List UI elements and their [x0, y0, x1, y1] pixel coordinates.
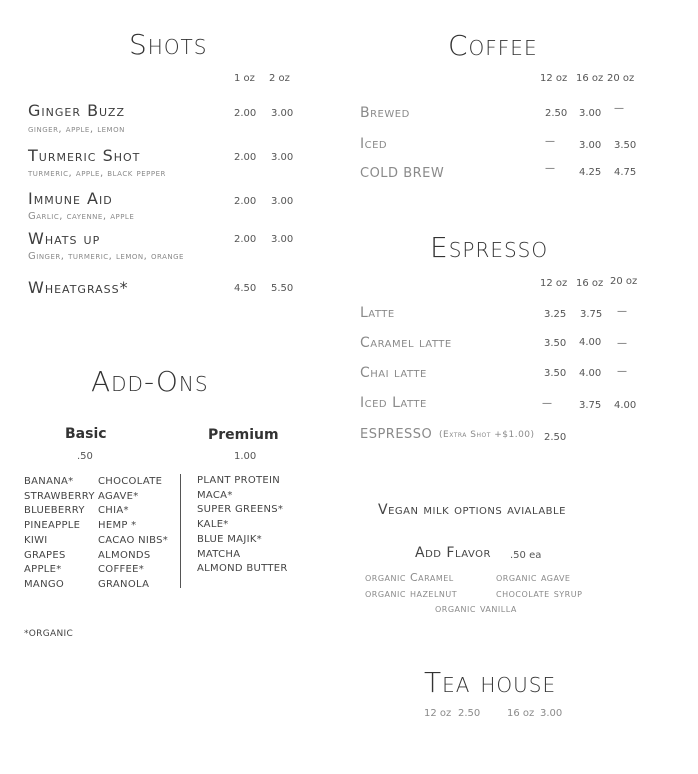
- list-item: PLANT PROTEIN: [197, 475, 281, 486]
- coffee-price-20: —: [614, 103, 624, 114]
- list-item: ALMONDS: [98, 549, 151, 561]
- espresso-price-20: —: [617, 366, 627, 377]
- shot-price-2oz: 3.00: [271, 196, 294, 207]
- espresso-title: Espresso: [430, 231, 549, 264]
- flavor-item: organic agave: [496, 571, 571, 584]
- shot-name: Immune Aid: [28, 189, 113, 208]
- list-item: SUPER GREENS*: [197, 504, 284, 516]
- tea-size-12: 12 oz: [424, 708, 452, 719]
- espresso-size-12oz: 12 oz: [540, 278, 568, 289]
- tea-title: Tea house: [424, 666, 557, 699]
- list-item: KIWI: [24, 534, 48, 546]
- espresso-price-20: —: [617, 306, 627, 317]
- premium-list: [197, 474, 288, 577]
- shot-name: Ginger Buzz: [28, 101, 125, 120]
- list-item: MATCHA: [197, 548, 241, 560]
- coffee-price-16: 4.25: [579, 167, 602, 178]
- list-item: CACAO NIBS*: [98, 534, 169, 546]
- shot-desc: ginger, apple, lemon: [28, 124, 125, 135]
- basic-label: Basic: [65, 426, 107, 442]
- list-item: ALMOND BUTTER: [197, 563, 288, 575]
- espresso-price-16: 4.00: [579, 368, 602, 379]
- shot-price-1oz: 2.00: [234, 152, 257, 163]
- list-item: CHOCOLATE: [98, 476, 163, 487]
- espresso-price-16: 3.75: [579, 400, 602, 411]
- coffee-price-12: 2.50: [545, 108, 568, 119]
- espresso-price-12: 3.50: [544, 368, 567, 379]
- shots-size-1oz: 1 oz: [234, 73, 255, 84]
- flavor-price: .50 ea: [510, 550, 542, 561]
- flavor-item: organic vanilla: [435, 602, 517, 615]
- basic-list-2: [98, 475, 168, 593]
- espresso-name: Caramel latte: [360, 335, 452, 351]
- coffee-price-12: —: [545, 136, 555, 147]
- list-item: BANANA*: [24, 476, 74, 487]
- coffee-name: COLD BREW: [360, 166, 445, 181]
- espresso-price-20: —: [617, 338, 627, 349]
- list-item: BLUE MAJIK*: [197, 533, 262, 545]
- list-item: GRAPES: [24, 549, 66, 561]
- flavor-item: chocolate syrup: [496, 587, 583, 600]
- list-item: APPLE*: [24, 564, 62, 576]
- espresso-size-20oz: 20 oz: [610, 276, 638, 287]
- list-item: CHIA*: [98, 505, 129, 517]
- premium-price: 1.00: [234, 451, 257, 462]
- shot-price-2oz: 3.00: [271, 234, 294, 245]
- shot-desc: Garlic, cayenne, apple: [28, 211, 135, 222]
- coffee-title: Coffee: [448, 29, 538, 62]
- list-item: KALE*: [197, 519, 229, 531]
- flavor-item: organic hazelnut: [365, 587, 458, 600]
- espresso-price-16: 3.75: [580, 309, 603, 320]
- basic-price: .50: [77, 451, 93, 462]
- list-item: AGAVE*: [98, 490, 139, 502]
- shot-price-1oz: 2.00: [234, 196, 257, 207]
- espresso-name: ESPRESSO: [360, 427, 433, 442]
- coffee-size-12oz: 12 oz: [540, 73, 568, 84]
- coffee-price-16: 3.00: [579, 108, 602, 119]
- flavor-item: organic Caramel: [365, 571, 454, 584]
- espresso-price-16: 4.00: [579, 337, 602, 348]
- tea-price-12: 2.50: [458, 708, 481, 719]
- vegan-note: Vegan milk options avialable: [378, 502, 566, 518]
- shot-name: Whats up: [28, 229, 101, 248]
- coffee-price-16: 3.00: [579, 140, 602, 151]
- espresso-price-12: 3.25: [544, 309, 567, 320]
- coffee-price-12: —: [545, 163, 555, 174]
- shot-price-1oz: 2.00: [234, 108, 257, 119]
- shots-title: Shots: [129, 28, 208, 61]
- list-item: GRANOLA: [98, 578, 150, 590]
- shot-price-1oz: 2.00: [234, 234, 257, 245]
- espresso-extra-note: (Extra Shot +$1.00): [439, 430, 535, 440]
- addons-title: Add-Ons: [91, 365, 209, 398]
- addons-divider: [180, 474, 181, 588]
- shot-price-1oz: 4.50: [234, 283, 257, 294]
- tea-size-16: 16 oz: [507, 708, 535, 719]
- espresso-name: Iced Latte: [360, 395, 427, 411]
- espresso-price-12: 3.50: [544, 338, 567, 349]
- espresso-price-12: —: [542, 398, 552, 409]
- list-item: MANGO: [24, 578, 65, 590]
- shot-price-2oz: 5.50: [271, 283, 294, 294]
- shot-name: Wheatgrass*: [28, 278, 129, 297]
- espresso-name: Chai latte: [360, 365, 427, 381]
- premium-label: Premium: [208, 427, 279, 443]
- coffee-name: Brewed: [360, 105, 410, 121]
- tea-price-16: 3.00: [540, 708, 563, 719]
- list-item: COFFEE*: [98, 564, 145, 576]
- espresso-size-16oz: 16 oz: [576, 278, 604, 289]
- list-item: MACA*: [197, 489, 233, 501]
- list-item: PINEAPPLE: [24, 520, 81, 532]
- coffee-price-20: 3.50: [614, 140, 637, 151]
- list-item: HEMP *: [98, 520, 137, 532]
- coffee-size-20oz: 20 oz: [607, 73, 635, 84]
- shots-size-2oz: 2 oz: [269, 73, 290, 84]
- espresso-price-20: 4.00: [614, 400, 637, 411]
- organic-note: *ORGANIC: [24, 629, 74, 639]
- shot-price-2oz: 3.00: [271, 152, 294, 163]
- flavor-title: Add Flavor: [415, 545, 491, 561]
- shot-price-2oz: 3.00: [271, 108, 294, 119]
- coffee-name: Iced: [360, 136, 388, 152]
- espresso-name: Latte: [360, 305, 395, 321]
- coffee-size-16oz: 16 oz: [576, 73, 604, 84]
- coffee-price-20: 4.75: [614, 167, 637, 178]
- shot-name: Turmeric Shot: [28, 146, 141, 165]
- shot-desc: Ginger, turmeric, lemon, orange: [28, 251, 184, 262]
- list-item: BLUEBERRY: [24, 505, 85, 517]
- list-item: STRAWBERRY: [24, 490, 95, 502]
- basic-list-1: [24, 475, 95, 593]
- espresso-price-12: 2.50: [544, 432, 567, 443]
- shot-desc: turmeric, apple, black pepper: [28, 168, 166, 179]
